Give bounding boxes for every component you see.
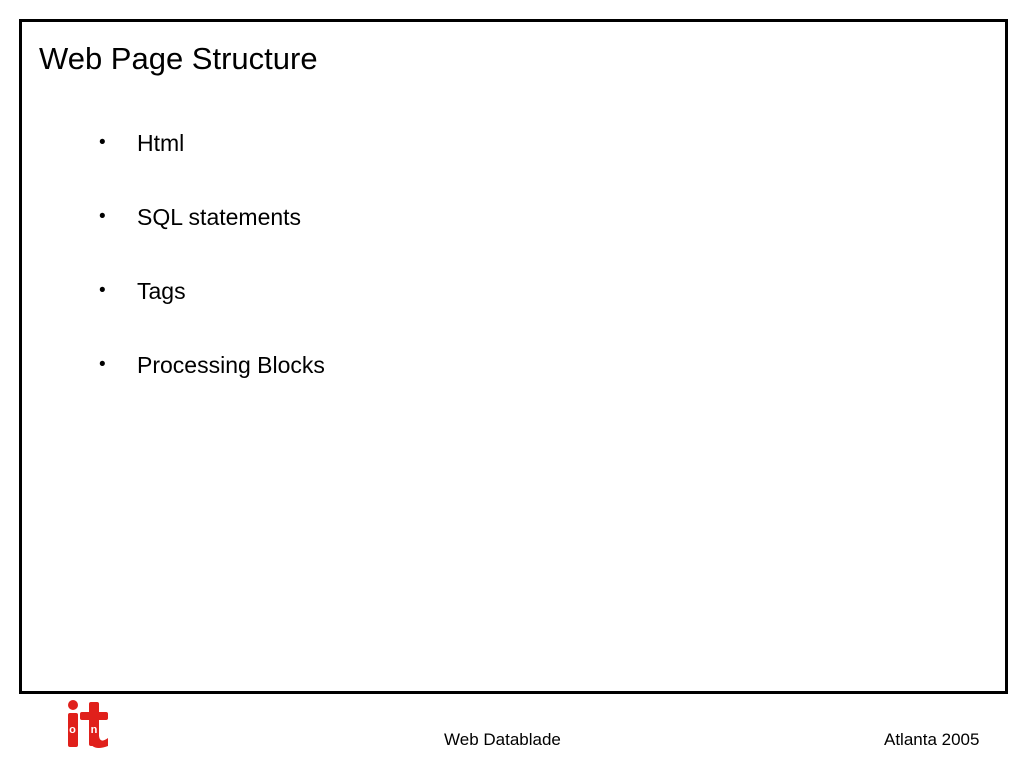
- bullet-text: Processing Blocks: [137, 352, 325, 378]
- svg-text:o: o: [69, 724, 76, 736]
- svg-text:n: n: [90, 724, 98, 736]
- bullet-marker: •: [99, 206, 106, 227]
- slide-frame: [19, 19, 1008, 694]
- bullet-text: Tags: [137, 278, 186, 304]
- footer-presentation-title: Web Datablade: [444, 730, 561, 749]
- bullet-marker: •: [99, 354, 106, 375]
- on-it-logo-icon: [62, 698, 110, 754]
- slide-title: Web Page Structure: [39, 41, 318, 76]
- bullet-marker: •: [99, 280, 106, 301]
- bullet-text: Html: [137, 130, 185, 156]
- bullet-text: SQL statements: [137, 204, 302, 230]
- logo-graphic: [62, 698, 110, 754]
- footer-event-date: Atlanta 2005: [884, 730, 980, 749]
- bullet-marker: •: [99, 132, 106, 153]
